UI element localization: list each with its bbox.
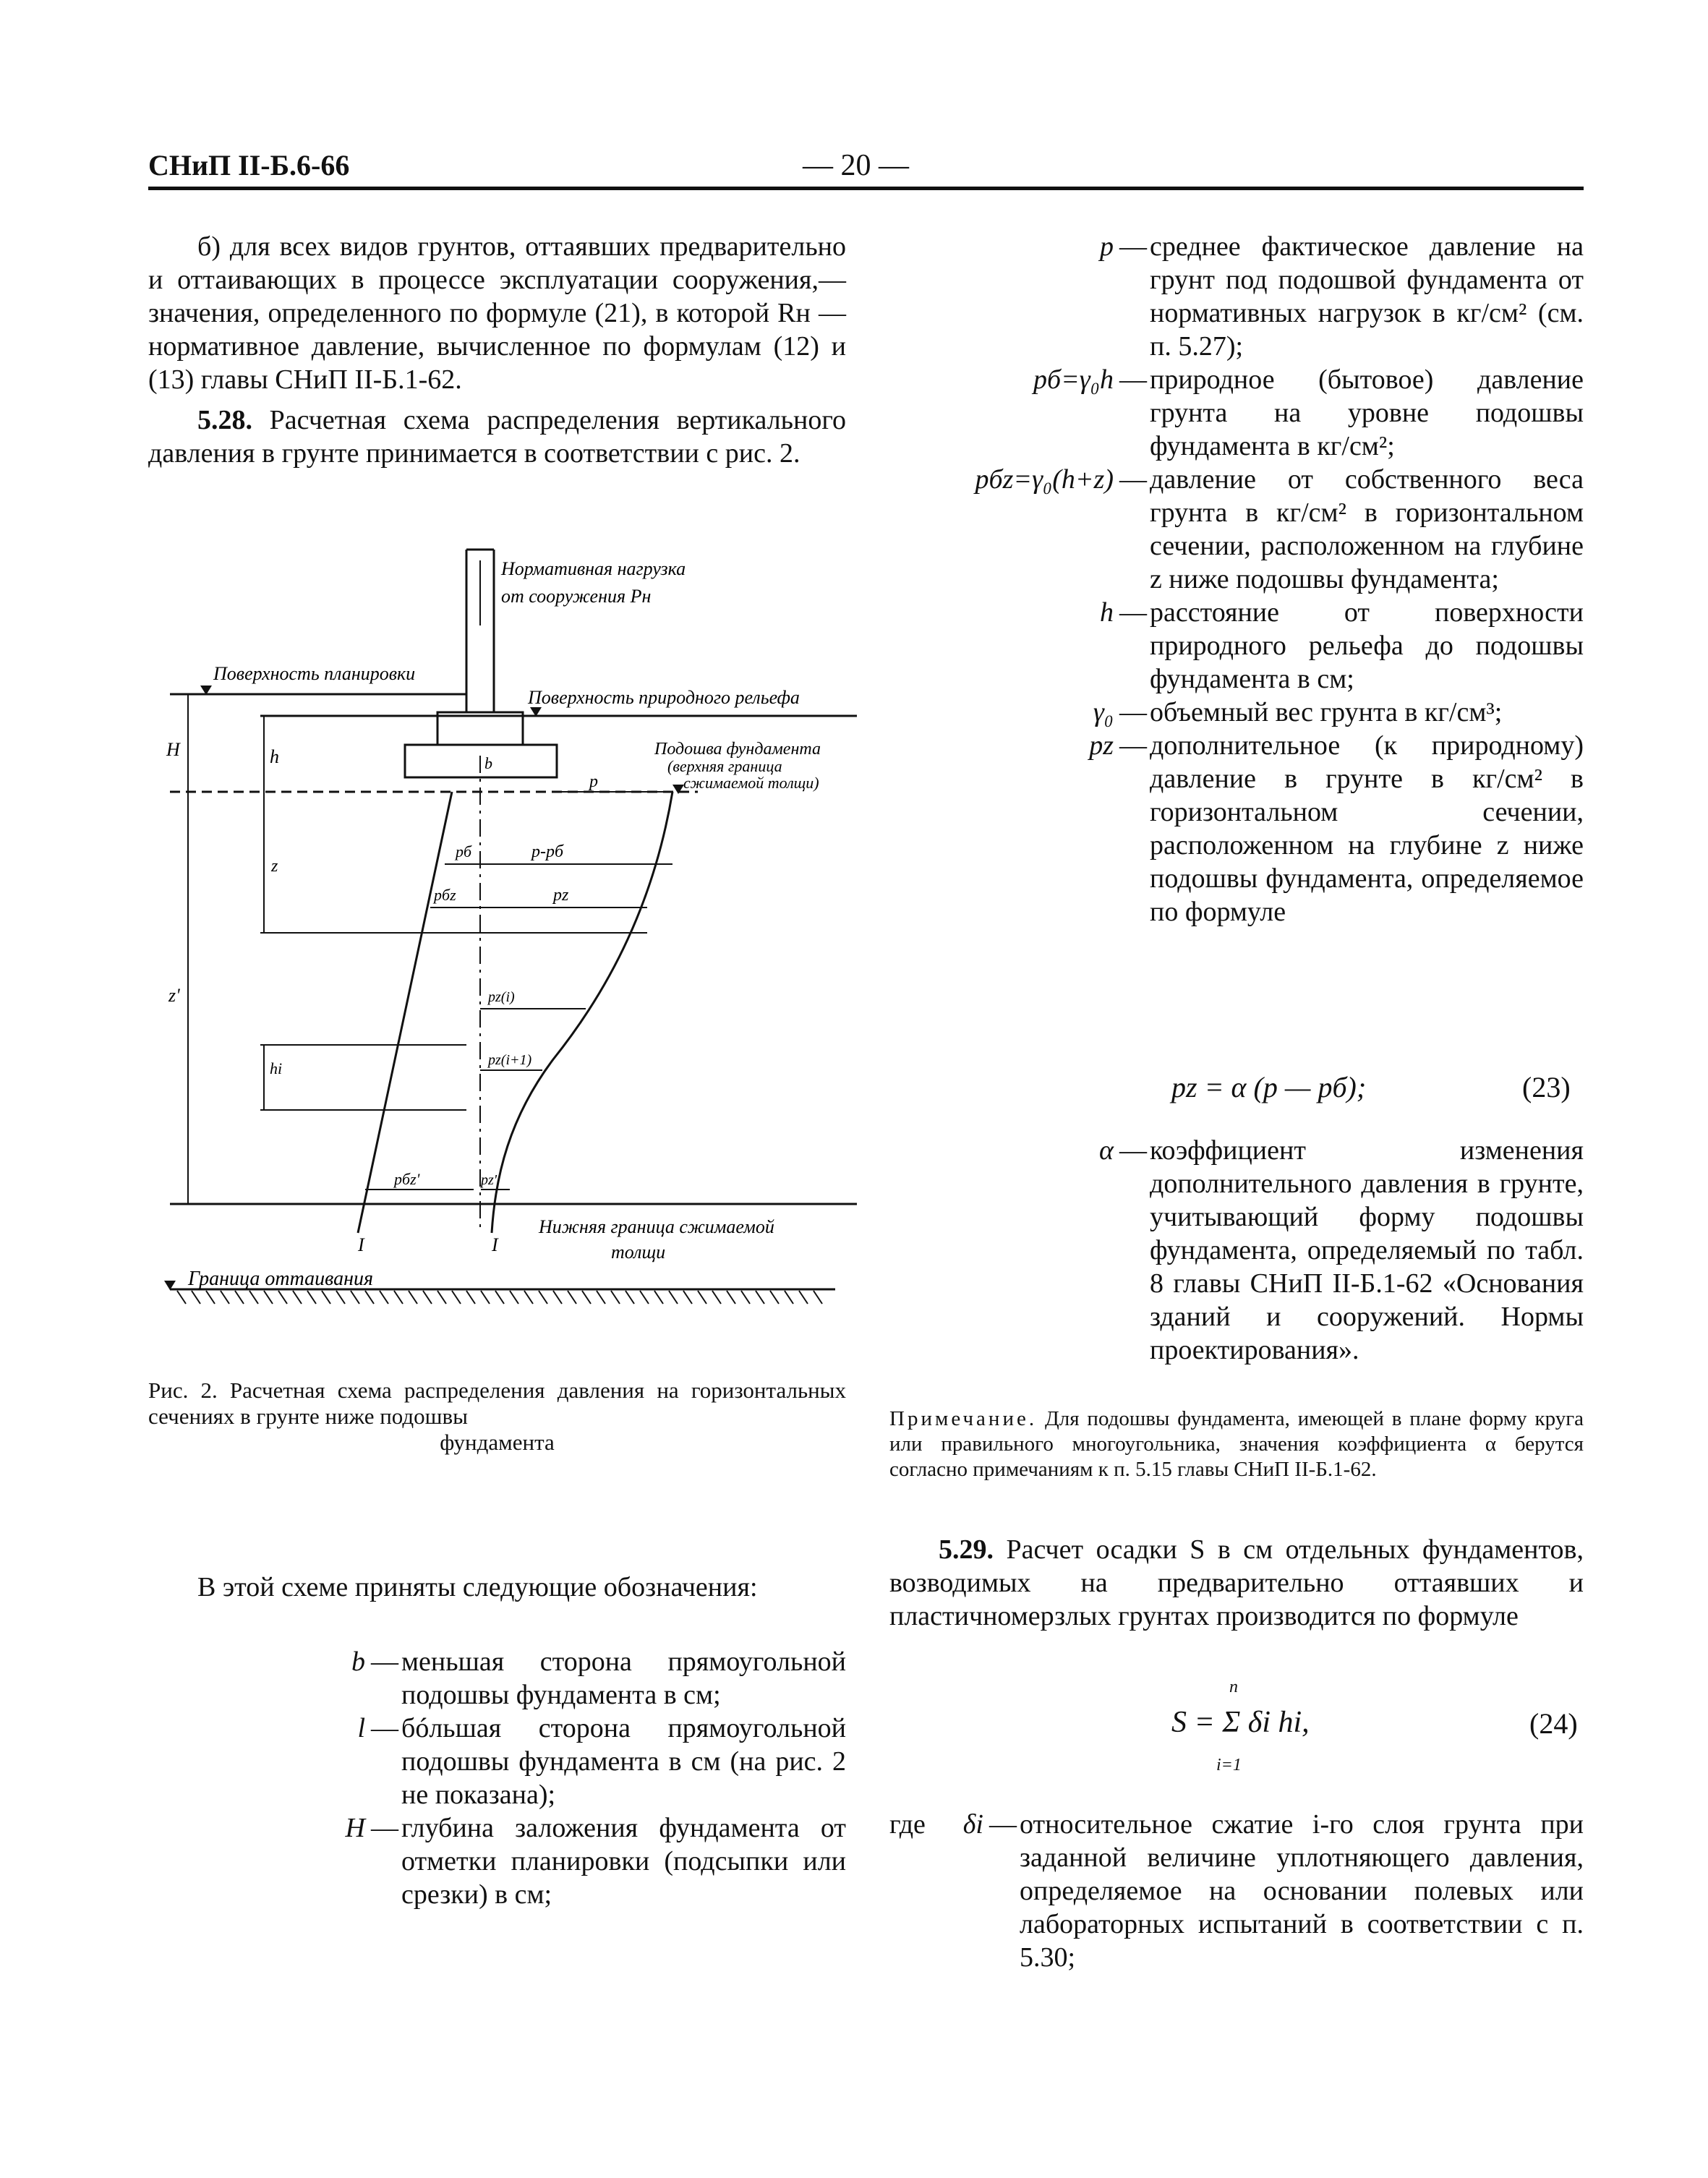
definition-pz: pz — дополнительное (к природному) давление в грунте в кг/см² в горизонтальном сечении, расположенном на глубине z ниже подошвы фундамента, определяемое по формуле xyxy=(868,729,1584,928)
formula-23-number: (23) xyxy=(1522,1071,1571,1103)
definition-symbol: α xyxy=(1099,1135,1114,1166)
load-label-1: Нормативная нагрузка xyxy=(501,558,686,579)
sym-z-prime: z' xyxy=(168,985,180,1006)
definition-pbz: pбz=γ₀(h+z) — давление от собственного веса грунта в кг/см² в горизонтальном сечении, расположенном на глубине z ниже подошвы фундамента; xyxy=(868,463,1584,596)
lower-boundary-label-2: толщи xyxy=(611,1242,666,1263)
definition-symbol: l xyxy=(357,1713,365,1743)
definition-text: объемный вес грунта в кг/см³; xyxy=(1150,697,1503,727)
definition-text: бóльшая сторона прямоугольной подошвы фундамента в см (на рис. 2 не показана); xyxy=(401,1713,846,1810)
sym-p-minus-pb: p-pб xyxy=(531,842,564,861)
natural-pressure-line xyxy=(358,792,452,1233)
sym-pzi: pz(i) xyxy=(488,989,515,1005)
left-definitions xyxy=(343,1645,846,1911)
caption-text-end: фундамента xyxy=(440,1430,555,1455)
load-label-2: от сооружения Pн xyxy=(501,586,652,607)
where-word: где xyxy=(889,1809,926,1840)
section-number: 5.28. xyxy=(197,405,252,435)
note-label: Примечание. xyxy=(889,1407,1038,1430)
figure-2-diagram xyxy=(148,539,871,1320)
caption-text: Рис. 2. Расчетная схема распределения давления на горизонтальных сечениях в грунте ниже подошвы xyxy=(148,1378,846,1429)
paragraph-b: б) для всех видов грунтов, оттаявших предварительно и оттаивающих в процессе эксплуатации сооружения,—значения, определенного по формуле (21), в которой Rн — нормативное давление, вычисленное по формулам (12) и (13) главы СНиП II-Б.1-62. xyxy=(148,231,846,395)
formula-24-number: (24) xyxy=(1529,1707,1578,1740)
definition-symbol: H xyxy=(345,1813,365,1843)
definition-alpha-block xyxy=(868,1134,1584,1367)
sum-upper-limit: n xyxy=(1229,1678,1238,1696)
sym-pz: pz xyxy=(553,886,569,905)
foundation-base-label-1: Подошва фундамента xyxy=(654,740,821,759)
definition-text: природное (бытовое) давление грунта на уровне подошвы фундамента в кг/см²; xyxy=(1150,364,1584,461)
definition-delta-block xyxy=(889,1808,1584,1974)
sym-pbz-prime: pбz' xyxy=(394,1170,420,1188)
definition-delta: где δi — относительное сжатие i-го слоя грунта при заданной величине уплотняющего давления, определяемое на основании полевых или лабораторных испытаний в соответствии с п. 5.30; xyxy=(889,1809,1584,1973)
definition-symbol: δi xyxy=(962,1809,983,1840)
sym-pb: pб xyxy=(456,842,472,860)
page-number: — 20 — xyxy=(803,149,909,182)
note xyxy=(889,1406,1584,1482)
definition-text: давление от собственного веса грунта в кг/см² в горизонтальном сечении, расположенном на глубине z ниже подошвы фундамента; xyxy=(1150,464,1584,594)
right-definitions xyxy=(868,230,1584,928)
formula-24 xyxy=(1171,1678,1388,1779)
section-mark-right: I xyxy=(492,1234,498,1255)
definition-symbol: pбz=γ₀(h+z) xyxy=(975,464,1114,495)
legend-intro-text: В этой схеме приняты следующие обозначения: xyxy=(197,1572,758,1602)
definition-text: коэффициент изменения дополнительного давления в грунте, учитывающий форму подошвы фундамента, определяемый по табл. 8 главы СНиП II-Б.1-62 «Основания зданий и сооружений. Нормы проектирования». xyxy=(1150,1135,1584,1365)
lower-boundary-label-1: Нижняя граница сжимаемой xyxy=(539,1216,774,1237)
definition-p: p — среднее фактическое давление на грунт под подошвой фундамента от нормативных нагрузок в кг/см² (см. п. 5.27); xyxy=(868,230,1584,363)
definition-l: l — бóльшая сторона прямоугольной подошвы фундамента в см (на рис. 2 не показана); xyxy=(343,1712,846,1811)
figure-caption xyxy=(148,1378,846,1456)
definition-text: расстояние от поверхности природного рельефа до подошвы фундамента в см; xyxy=(1150,597,1584,694)
definition-alpha: α — коэффициент изменения дополнительного давления в грунте, учитывающий форму подошвы фундамента, определяемый по табл. 8 главы СНиП II-Б.1-62 «Основания зданий и сооружений. Нормы проектирования». xyxy=(868,1134,1584,1367)
additional-pressure-curve xyxy=(492,792,672,1233)
left-column-top xyxy=(148,230,846,470)
definition-text: глубина заложения фундамента от отметки планировки (подсыпки или срезки) в см; xyxy=(401,1813,846,1910)
paragraph-5-29 xyxy=(889,1533,1584,1633)
sym-pzi1: pz(i+1) xyxy=(488,1052,532,1068)
section-number: 5.29. xyxy=(939,1534,994,1565)
paragraph-text: Расчет осадки S в см отдельных фундаментов, возводимых на предварительно оттаявших и пластичномерзлых грунтах производится по формуле xyxy=(889,1534,1584,1631)
definition-text: среднее фактическое давление на грунт под подошвой фундамента от нормативных нагрузок в кг/см² (см. п. 5.27); xyxy=(1150,231,1584,362)
formula-23-expression: pz = α (p — pб); xyxy=(1171,1071,1367,1103)
definition-text: меньшая сторона прямоугольной подошвы фундамента в см; xyxy=(401,1647,846,1710)
formula-23 xyxy=(1171,1070,1366,1104)
sum-lower-limit: i=1 xyxy=(1216,1756,1242,1775)
definition-symbol: p xyxy=(1100,231,1114,262)
sym-z: z xyxy=(271,857,278,876)
definition-symbol: pб=γ₀h xyxy=(1033,364,1114,395)
sym-H: H xyxy=(166,739,180,760)
definition-text: дополнительное (к природному) давление в грунте в кг/см² в горизонтальном сечении, расположенном на глубине z ниже подошвы фундамента, определяемое по формуле xyxy=(1150,730,1584,927)
foundation-pedestal xyxy=(437,712,523,745)
sym-b: b xyxy=(484,754,492,772)
definition-h: h — расстояние от поверхности природного рельефа до подошвы фундамента в см; xyxy=(868,596,1584,696)
foundation-base-label-3: сжимаемой толщи) xyxy=(683,774,819,792)
definition-symbol: γ₀ xyxy=(1093,697,1114,727)
paragraph-text: Расчетная схема распределения вертикального давления в грунте принимается в соответствии с рис. 2. xyxy=(148,405,846,469)
note-text: Для подошвы фундамента, имеющей в плане форму круга или правильного многоугольника, значения коэффициента α берутся согласно примечаниям к п. 5.15 главы СНиП II-Б.1-62. xyxy=(889,1407,1584,1481)
definition-symbol: pz xyxy=(1089,730,1114,761)
definition-b: b — меньшая сторона прямоугольной подошвы фундамента в см; xyxy=(343,1645,846,1712)
formula-24-expression: S = Σ δi hi, xyxy=(1171,1706,1310,1739)
section-mark-left: I xyxy=(358,1234,364,1255)
definition-text: относительное сжатие i-го слоя грунта при заданной величине уплотняющего давления, определяемое на основании полевых или лабораторных испытаний в соответствии с п. 5.30; xyxy=(1020,1809,1584,1973)
legend-intro xyxy=(148,1571,846,1604)
natural-surface-label: Поверхность природного рельефа xyxy=(528,687,800,708)
sym-pz-prime: pz' xyxy=(481,1172,498,1188)
thaw-boundary-label: Граница оттаивания xyxy=(188,1268,374,1290)
header-rule xyxy=(148,187,1584,190)
definition-H: H — глубина заложения фундамента от отметки планировки (подсыпки или срезки) в см; xyxy=(343,1811,846,1911)
paragraph-5-28 xyxy=(148,403,846,470)
sym-pbz: pбz xyxy=(434,886,456,904)
sym-p: p xyxy=(589,772,598,791)
sym-hi: hi xyxy=(270,1059,283,1077)
definition-symbol: b xyxy=(351,1647,365,1677)
definition-pb: pб=γ₀h — природное (бытовое) давление грунта на уровне подошвы фундамента в кг/см²; xyxy=(868,363,1584,463)
definition-symbol: h xyxy=(1100,597,1114,628)
sym-h: h xyxy=(270,746,279,767)
foundation-base-label-2: (верхняя граница xyxy=(667,757,782,775)
definition-gamma: γ₀ — объемный вес грунта в кг/см³; xyxy=(868,696,1584,729)
document-code: СНиП II-Б.6-66 xyxy=(148,149,350,182)
planning-surface-label: Поверхность планировки xyxy=(213,663,416,684)
